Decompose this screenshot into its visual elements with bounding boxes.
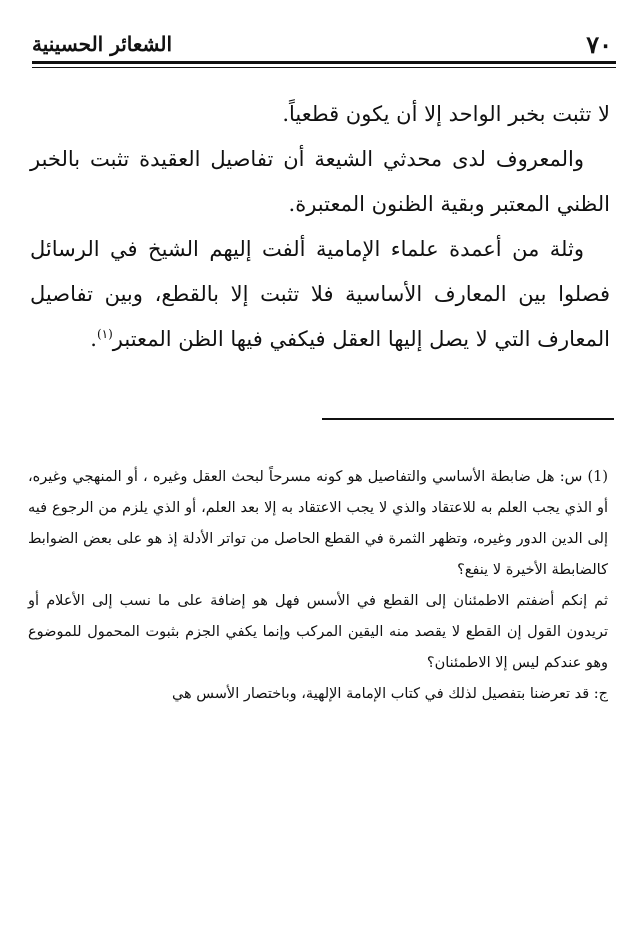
paragraph-1: لا تثبت بخبر الواحد إلا أن يكون قطعياً. (282, 102, 610, 126)
page-number: ٧٠ (586, 30, 612, 59)
paragraph-2: والمعروف لدى محدثي الشيعة أن تفاصيل العقيدة تثبت بالخبر الظني المعتبر وبقية الظنون المعتبرة. (30, 147, 610, 216)
main-text (30, 92, 610, 362)
footnote-number: (1) (587, 469, 609, 485)
footnote-1 (28, 462, 608, 586)
running-title: الشعائر الحسينية (32, 32, 173, 56)
footnote-1-text: س: هل ضابطة الأساسي والتفاصيل هو كونه مسرحاً لبحث العقل وغيره ، أو المنهجي وغيره، أو الذي يجب العلم به للاعتقاد والذي لا يجب الاعتقاد به إلا بعد العلم، أو الذي يلزم من الرجوع فيه إلى الدين الدور وغيره، وتظهر الثمرة في القطع الحاصل من تواتر الأدلة إذ هو على بعض الضوابط كالضابطة الأخيرة لا ينفع؟ (28, 469, 608, 578)
paragraph-3-end: . (90, 327, 97, 351)
header-rule-thin (32, 67, 616, 68)
header-rule (32, 61, 616, 64)
paragraph-3 (30, 227, 610, 362)
page-header (32, 26, 612, 62)
footnote-question-2: ثم إنكم أضفتم الاطمئنان إلى القطع في الأسس فهل هو إضافة على ما نسب إلى الأعلام أو تريدون القول إن القطع لا يقصد منه اليقين المركب وإنما يكفي الجزم بثبوت المحمول للموضوع وهو عندكم ليس إلا الاطمئنان؟ (28, 593, 608, 671)
footnote-reference[interactable]: (١) (96, 327, 113, 341)
footnote-answer: ج: قد تعرضنا بتفصيل لذلك في كتاب الإمامة الإلهية، وباختصار الأسس هي (171, 686, 608, 702)
footnote-separator (322, 418, 614, 420)
footnotes (28, 462, 608, 710)
paragraph-3-text: وثلة من أعمدة علماء الإمامية ألفت إليهم الشيخ في الرسائل فصلوا بين المعارف الأساسية فلا تثبت إلا بالقطع، وبين تفاصيل المعارف التي لا يصل إليها العقل فيكفي فيها الظن المعتبر (30, 237, 610, 351)
